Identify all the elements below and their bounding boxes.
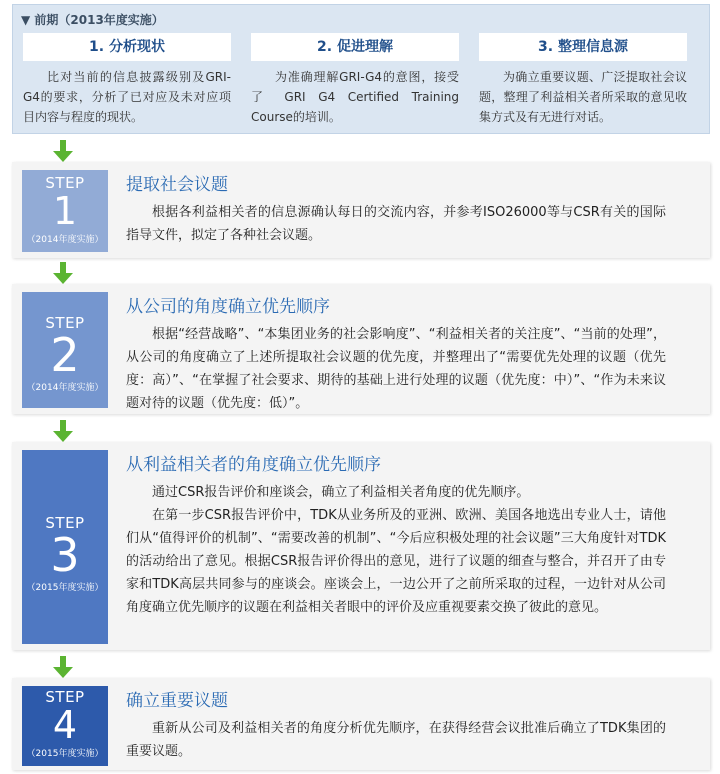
step-paragraph: 根据各利益相关者的信息源确认每日的交流内容，并参考ISO26000等与CSR有关的国际指导文件，拟定了各种社会议题。 — [126, 205, 666, 243]
step-year: （2015年度实施） — [26, 583, 104, 593]
arrow-down-icon — [52, 656, 74, 678]
step-year: （2014年度实施） — [26, 235, 104, 245]
preliminary-item-text: 比对当前的信息披露级别及GRI-G4的要求，分析了已对应及未对应项目内容与程度的现状。 — [23, 70, 231, 124]
step-paragraph: 重新从公司及利益相关者的角度分析优先顺序，在获得经营会议批准后确立了TDK集团的重要议题。 — [126, 721, 666, 759]
step-1-content — [126, 170, 666, 247]
preliminary-item-analysis — [23, 33, 231, 127]
step-year: （2015年度实施） — [26, 749, 104, 759]
step-1-badge — [22, 170, 108, 252]
arrow-down-icon — [52, 140, 74, 162]
step-number: 1 — [52, 189, 78, 233]
preliminary-item-understanding — [251, 33, 459, 127]
step-number: 3 — [50, 528, 80, 582]
step-3-panel — [12, 442, 710, 650]
arrow-down-icon — [52, 420, 74, 442]
arrow-down-icon — [52, 262, 74, 284]
step-year: （2014年度实施） — [26, 383, 104, 393]
step-label: STEP — [45, 174, 85, 192]
step-paragraph: 根据“经营战略”、“本集团业务的社会影响度”、“利益相关者的关注度”、“当前的处理”，从公司的角度确立了上述所提取社会议题的优先度，并整理出了“需要优先处理的议题（优先度：高）”、“在掌握了社会要求、期待的基础上进行处理的议题（优先度：中）”、“作为未来议题对待的议题（优先度：低）”。 — [126, 327, 666, 411]
step-text — [126, 481, 666, 619]
step-4-content — [126, 686, 666, 763]
step-title: 确立重要议题 — [126, 691, 228, 711]
step-2-badge — [22, 292, 108, 408]
step-label: STEP — [45, 514, 85, 532]
preliminary-item-label: 2. 促进理解 — [251, 33, 459, 61]
step-paragraph: 通过CSR报告评价和座谈会，确立了利益相关者角度的优先顺序。 — [152, 485, 530, 500]
step-number: 4 — [52, 703, 78, 747]
step-2-content — [126, 292, 666, 415]
step-title: 从公司的角度确立优先顺序 — [126, 297, 330, 317]
preliminary-item-text: 为准确理解GRI-G4的意图，接受了 GRI G4 Certified Training Course的培训。 — [251, 70, 459, 124]
step-text — [126, 201, 666, 247]
step-2-panel — [12, 284, 710, 414]
step-title: 提取社会议题 — [126, 175, 228, 195]
step-4-badge — [22, 686, 108, 766]
step-4-panel — [12, 678, 710, 770]
preliminary-item-label: 3. 整理信息源 — [479, 33, 687, 61]
step-3-badge — [22, 450, 108, 644]
step-text — [126, 717, 666, 763]
step-1-panel — [12, 162, 710, 258]
step-label: STEP — [45, 688, 85, 706]
preliminary-item-label: 1. 分析现状 — [23, 33, 231, 61]
preliminary-panel — [12, 4, 710, 134]
step-text — [126, 323, 666, 415]
step-3-content — [126, 450, 666, 619]
step-label: STEP — [45, 314, 85, 332]
preliminary-item-sources — [479, 33, 687, 127]
step-title: 从利益相关者的角度确立优先顺序 — [126, 455, 381, 475]
step-number: 2 — [50, 328, 80, 382]
step-paragraph: 在第一步CSR报告评价中，TDK从业务所及的亚洲、欧洲、美国各地选出专业人士，请他们从“值得评价的机制”、“需要改善的机制”、“今后应积极处理的社会议题”三大角度针对TDK的活动给出了意见。根据CSR报告评价得出的意见，进行了议题的细查与整合，并召开了由专家和TDK高层共同参与的座谈会。座谈会上，一边公开了之前所采取的过程，一边针对从公司角度确立优先顺序的议题在利益相关者眼中的评价及应重视要素交换了彼此的意见。 — [126, 508, 666, 615]
preliminary-title: ▼ 前期（2013年度实施） — [21, 13, 164, 27]
preliminary-item-text: 为确立重要议题、广泛提取社会议题，整理了利益相关者所采取的意见收集方式及有无进行对话。 — [479, 70, 687, 124]
